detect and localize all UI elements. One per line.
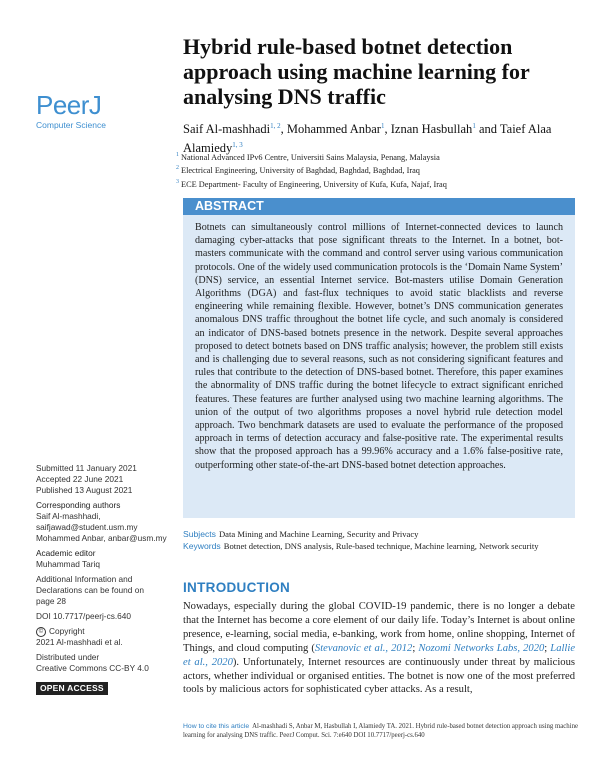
author-marks: 1, 2 — [270, 122, 281, 130]
editor-block — [36, 548, 176, 570]
editor-name: Muhammad Tariq — [36, 559, 100, 569]
how-to-cite-footer — [183, 722, 578, 740]
logo-subtitle: Computer Science — [36, 120, 106, 130]
article-title: Hybrid rule-based botnet detection approach using machine learning for analysing DNS traffic — [183, 34, 530, 109]
article-info-sidebar — [36, 463, 176, 695]
additional-info-line: Declarations can be found on — [36, 585, 144, 595]
affiliation-number: 2 — [176, 165, 179, 172]
submitted-date: Submitted 11 January 2021 — [36, 463, 137, 473]
accepted-date: Accepted 22 June 2021 — [36, 474, 124, 484]
citation-link[interactable]: Lallie et al., 2020 — [183, 642, 576, 668]
intro-text-part: Nowadays, especially during the global COVID-19 pandemic, there is no longer a debate that the Internet has become a core element of our daily life. Today’s Internet is about online presence, e-learning, social media, e-banking, work from home, online shopping, Internet of Things, and cloud computing ( — [183, 601, 575, 654]
open-access-badge: OPEN ACCESS — [36, 682, 108, 695]
affiliation — [176, 150, 586, 163]
keywords-label: Keywords — [183, 540, 221, 551]
abstract-box — [183, 198, 575, 518]
copyright-icon: © — [36, 627, 46, 637]
affiliation-number: 3 — [176, 178, 179, 185]
subjects-value: Data Mining and Machine Learning, Security and Privacy — [218, 529, 419, 539]
intro-text-part: ). Unfortunately, Internet resources are continuously under threat by malicious actors, whether individual or organised entities. The botnet is now one of the most preferred tools by malicious actors for sophisticated cyber attacks. As a result, — [183, 656, 575, 696]
corresponding-label: Corresponding authors — [36, 500, 121, 510]
author-marks: 1 — [472, 122, 476, 130]
journal-logo — [36, 92, 156, 130]
introduction-heading: INTRODUCTION — [183, 580, 291, 595]
author-separator: , — [384, 122, 391, 137]
affiliation — [176, 177, 586, 190]
dates-block — [36, 463, 176, 496]
author-name: Mohammed Anbar — [286, 122, 381, 137]
how-to-cite-text: Al-mashhadi S, Anbar M, Hasbullah I, Alamiedy TA. 2021. Hybrid rule-based botnet detection approach using machine learning for analysing DNS traffic. PeerJ Comput. Sci. 7:e640 DOI 10.7717/peerj-cs.640 — [183, 723, 578, 739]
affiliation-text: Electrical Engineering, University of Baghdad, Baghdad, Baghdad, Iraq — [181, 166, 420, 176]
additional-info-line: Additional Information and — [36, 574, 133, 584]
author-separator: and — [475, 122, 500, 137]
license-block[interactable] — [36, 652, 176, 674]
corresponding-author-email[interactable]: Mohammed Anbar, anbar@usm.my — [36, 533, 167, 543]
affiliation — [176, 163, 586, 176]
author-name: Saif Al-mashhadi — [183, 122, 271, 137]
introduction-text — [183, 600, 575, 697]
additional-info-link[interactable] — [36, 574, 176, 607]
affiliation-text: ECE Department- Faculty of Engineering, University of Kufa, Kufa, Najaf, Iraq — [181, 179, 447, 189]
copyright-label: Copyright — [49, 626, 85, 636]
affiliation-text: National Advanced IPv6 Centre, Universiti Sains Malaysia, Penang, Malaysia — [181, 152, 440, 162]
subjects-keywords — [183, 529, 575, 552]
published-date: Published 13 August 2021 — [36, 485, 133, 495]
affiliations — [176, 150, 586, 190]
additional-info-line: page 28 — [36, 596, 66, 606]
author-marks: 1 — [380, 122, 385, 130]
license-line: Distributed under — [36, 652, 100, 662]
logo-wordmark: PeerJ — [36, 90, 102, 120]
abstract-text: Botnets can simultaneously control millions of Internet-connected devices to launch damaging cyber-attacks that pose significant threats to the Internet. In a botnet, bot-masters communicate with the command and control server using various communication protocols. One of the widely used communication protocols is the ‘Domain Name System’ (DNS) service, an essential Internet service. Bot-masters utilise Domain Generation Algorithms (DGA) and fast-flux techniques to avoid static blacklists and reverse engineering while remaining flexible. However, botnet’s DNS communication generates anomalous DNS traffic throughout the botnet life cycle, and such anomaly is considered an indicator of DNS-based botnets presence in the network. Despite several approaches proposed to detect botnets based on DNS traffic analysis; however, the problem still exists and is challenging due to several reasons, such as not considering significant features and rules that contribute to the detection of DNS-based botnet. Therefore, this paper examines the abnormality of DNS traffic during the botnet lifecycle to extract significant enriched features. These features are further analysed using two machine learning algorithms. The union of the output of two algorithms proposes a novel hybrid rule detection model approach. Two benchmark datasets are used to evaluate the performance of the proposed approach in terms of detection accuracy and false-positive rate. The experimental results show that the proposed approach has a 99.96% accuracy and a 1.6% false-positive rate, outperforming other state-of-the-art DNS-based botnet detection approaches. — [195, 222, 563, 471]
citation-separator: ; — [412, 642, 419, 654]
citation-link[interactable]: Nozomi Networks Labs, 2020 — [418, 642, 545, 654]
doi-link[interactable]: DOI 10.7717/peerj-cs.640 — [36, 611, 132, 621]
copyright-holder: 2021 Al-mashhadi et al. — [36, 637, 123, 647]
citation-separator: ; — [544, 642, 551, 654]
keywords-value: Botnet detection, DNS analysis, Rule-based technique, Machine learning, Network security — [223, 540, 539, 551]
subjects-line — [183, 529, 575, 541]
author-name: Iznan Hasbullah — [390, 122, 473, 137]
keywords-line — [183, 541, 575, 553]
editor-label: Academic editor — [36, 548, 96, 558]
subjects-label: Subjects — [183, 529, 216, 539]
author-marks: 1, 3 — [232, 141, 243, 150]
how-to-cite-label: How to cite this article — [183, 723, 250, 730]
author-name: Taief Alaa Alamiedy — [183, 122, 552, 156]
copyright-block — [36, 626, 176, 648]
license-name: Creative Commons CC-BY 4.0 — [36, 663, 149, 673]
corresponding-author: Saif Al-mashhadi, — [36, 511, 101, 521]
affiliation-number: 1 — [176, 152, 179, 158]
copyright-line — [36, 626, 176, 637]
author-separator: , — [280, 122, 287, 137]
corresponding-block — [36, 500, 176, 544]
citation-link[interactable]: Stevanovic et al., 2012 — [314, 642, 413, 654]
abstract-heading: ABSTRACT — [183, 198, 575, 215]
corresponding-email[interactable]: saifjawad@student.usm.my — [36, 522, 138, 532]
